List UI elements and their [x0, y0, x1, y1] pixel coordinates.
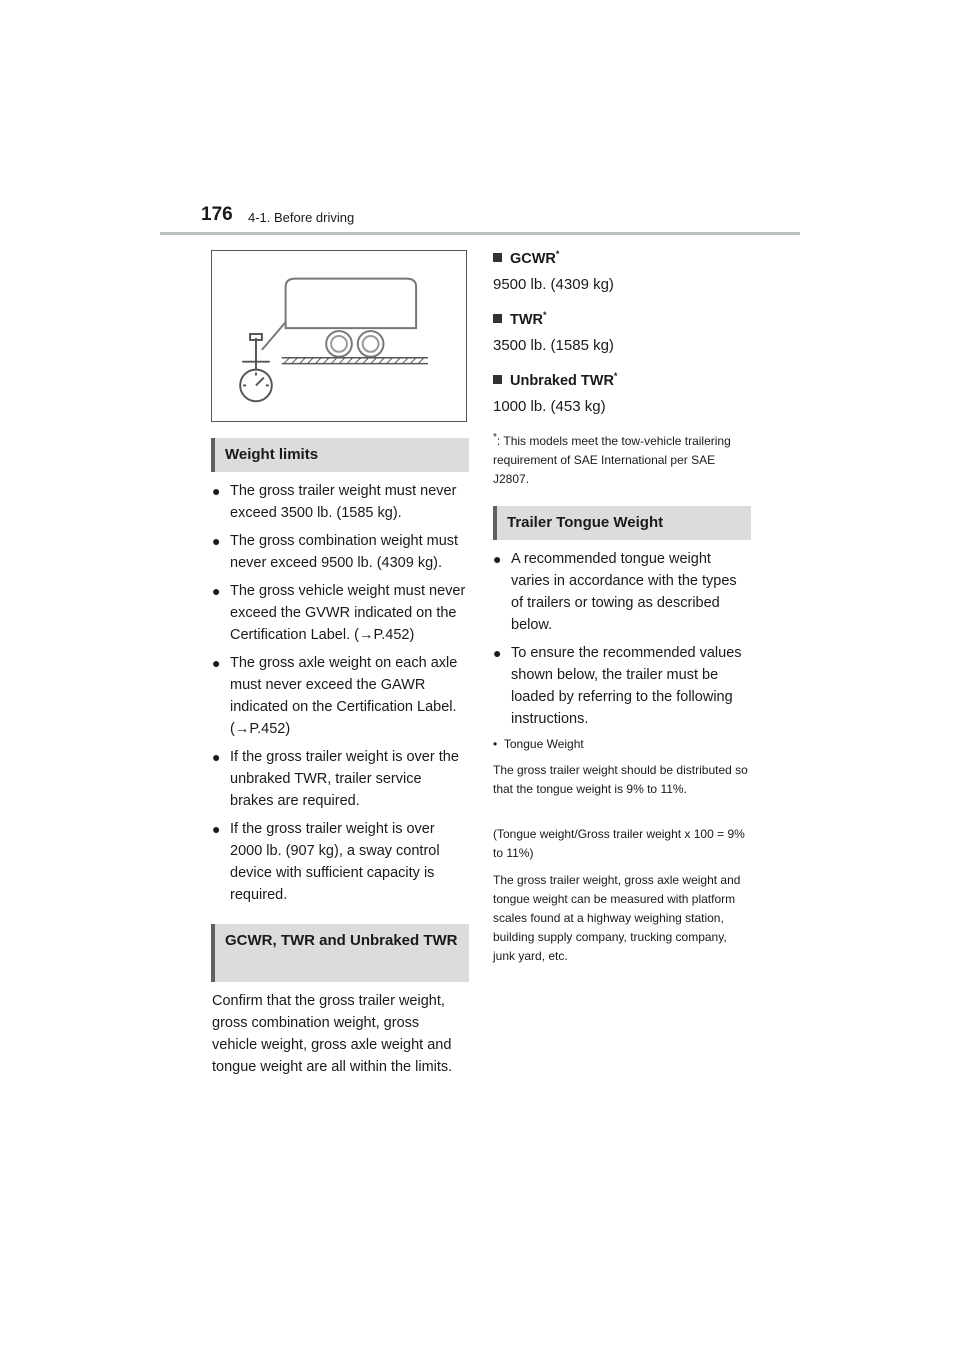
list-item: ● The gross axle weight on each axle must never exceed the GAWR indicated on the Certification Label. (→P.452) [212, 652, 468, 740]
list-item: ● If the gross trailer weight is over the unbraked TWR, trailer service brakes are required. [212, 746, 468, 812]
tongue-weight-list [493, 548, 751, 736]
weight-limits-heading: Weight limits [211, 438, 469, 472]
bullet-icon: ● [212, 749, 221, 765]
list-item: ● The gross trailer weight must never exceed 3500 lb. (1585 kg). [212, 480, 468, 524]
spec-value-unbraked-twr: 1000 lb. (453 kg) [493, 398, 606, 415]
footnote: *: This models meet the tow-vehicle trailering requirement of SAE International per SAE J2807. [493, 432, 731, 486]
header-divider [160, 232, 800, 235]
bullet-icon: ● [212, 483, 221, 499]
bullet-icon: ● [493, 645, 502, 661]
list-item: ● To ensure the recommended values shown below, the trailer must be loaded by referring to the following instructions. [493, 642, 751, 730]
gcwr-twr-heading: GCWR, TWR and Unbraked TWR [211, 924, 469, 982]
bullet-icon: ● [212, 583, 221, 599]
list-item: ● The gross vehicle weight must never exceed the GVWR indicated on the Certification Label. (→P.452) [212, 580, 468, 646]
spec-label-twr: TWR* [493, 310, 547, 328]
square-bullet-icon [493, 253, 502, 262]
list-item: ● If the gross trailer weight is over 2000 lb. (907 kg), a sway control device with sufficient capacity is required. [212, 818, 468, 906]
confirm-paragraph: Confirm that the gross trailer weight, gross combination weight, gross vehicle weight, gross axle weight and tongue weight are all within the limits. [212, 993, 453, 1075]
square-bullet-icon [493, 314, 502, 323]
tongue-paragraph-1: The gross trailer weight should be distributed so that the tongue weight is 9% to 11%. [493, 763, 748, 796]
trailer-scale-illustration [211, 250, 467, 422]
list-item: ● A recommended tongue weight varies in accordance with the types of trailers or towing as described below. [493, 548, 751, 636]
bullet-icon: ● [212, 821, 221, 837]
sub-item: • Tongue Weight [493, 737, 584, 751]
bullet-icon: ● [212, 655, 221, 671]
tongue-paragraph-3: The gross trailer weight, gross axle weight and tongue weight can be measured with platform scales found at a highway weighing station, building supply company, trucking company, junk yard, etc. [493, 873, 741, 963]
spec-label-gcwr: GCWR* [493, 249, 559, 267]
small-bullet-icon: • [493, 737, 504, 751]
spec-label-unbraked-twr: Unbraked TWR* [493, 371, 617, 389]
page-number: 176 [201, 204, 233, 225]
square-bullet-icon [493, 375, 502, 384]
weight-limits-list [212, 480, 468, 912]
bullet-icon: ● [212, 533, 221, 549]
chapter-title: 4-1. Before driving [248, 210, 355, 225]
trailer-tongue-weight-heading: Trailer Tongue Weight [493, 506, 751, 540]
tongue-paragraph-2: (Tongue weight/Gross trailer weight x 100 = 9% to 11%) [493, 827, 745, 860]
list-item: ● The gross combination weight must never exceed 9500 lb. (4309 kg). [212, 530, 468, 574]
spec-value-twr: 3500 lb. (1585 kg) [493, 337, 614, 354]
spec-value-gcwr: 9500 lb. (4309 kg) [493, 276, 614, 293]
bullet-icon: ● [493, 551, 502, 567]
